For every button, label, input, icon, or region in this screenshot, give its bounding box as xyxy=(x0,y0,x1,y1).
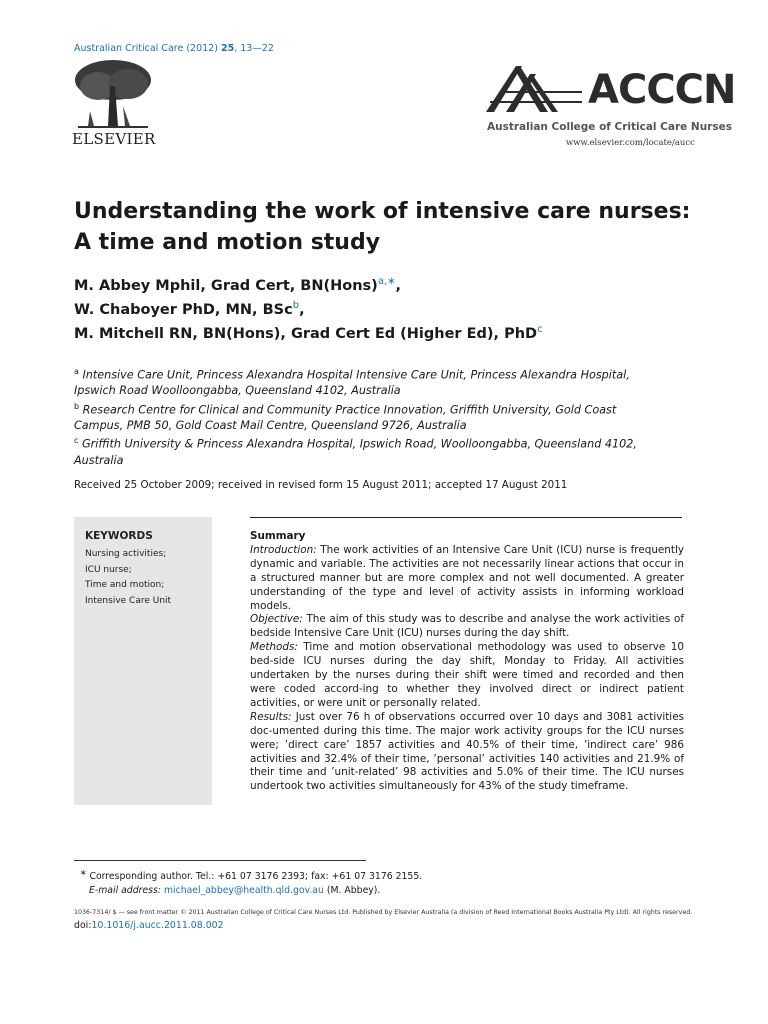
journal-volume: 25 xyxy=(220,43,235,54)
keyword-item: Intensive Care Unit xyxy=(85,595,172,606)
article-title: Understanding the work of intensive care nurses: A time and motion study xyxy=(74,199,691,255)
acccn-logo-icon xyxy=(486,64,586,114)
keyword-item: Nursing activities; xyxy=(85,549,167,559)
affiliation-link[interactable]: b xyxy=(292,299,300,311)
doi-link[interactable]: 10.1016/j.aucc.2011.08.002 xyxy=(91,920,224,931)
journal-pages: , 13—22 xyxy=(234,43,274,54)
keyword-item: Time and motion; xyxy=(85,580,165,590)
doi-line: doi:10.1016/j.aucc.2011.08.002 xyxy=(74,920,224,931)
affiliation-link[interactable]: c xyxy=(537,323,543,335)
affiliation-a: $^a$ Intensive Care Unit, Princess Alexandra Hospital Intensive Care Unit, Princess Alexandra Hospital, xyxy=(74,367,630,382)
received-dates: Received 25 October 2009; received in revised form 15 August 2011; accepted 17 August 2011 xyxy=(74,479,568,491)
affiliation-c-cont: Australia xyxy=(74,453,124,467)
copyright-line: 1036-7314/ $ — see front matter © 2011 Australian College of Critical Care Nurses Ltd. Published by Elsevier Australia (a division of Reed International Books Australia Pty Ltd). All rights reserved. xyxy=(74,909,693,916)
author-1: M. Abbey Mphil, Grad Cert, BN(Hons)$^{a,∗}$, xyxy=(74,276,402,294)
summary-results: Results: Just over 76 h of observations occurred over 10 days and 3081 activities doc-umented during this time. The major work activity groups for the ICU nurses were; ’direct care’ 1857 activities and 40.5% of their time, ’indirect care’ 986 activities and 32.4% of their time, ’personal’ activities 140 activities and 21.9% of their time and ’unit-related’ 98 activities and 5.0% of their time. The ICU nurses undertook two activities simultaneously for 43% of the study timeframe. xyxy=(250,710,685,793)
affiliation-c: $^c$ Griffith University & Princess Alexandra Hospital, Ipswich Road, Woolloongabba, Queensland 4102, xyxy=(74,436,637,452)
footnote-divider xyxy=(74,860,366,861)
affiliation-link[interactable]: a,∗ xyxy=(377,276,396,287)
acccn-wordmark: ACCCN xyxy=(588,67,736,113)
author-3: M. Mitchell RN, BN(Hons), Grad Cert Ed (Higher Ed), PhD$^c$ xyxy=(74,323,543,342)
corresponding-author-footnote: ∗ Corresponding author. Tel.: +61 07 3176 2393; fax: +61 07 3176 2155. E-mail address: michael_abbey@health.qld.gov.au (M. Abbey). xyxy=(80,868,423,896)
affiliation-b: $^b$ Research Centre for Clinical and Community Practice Innovation, Griffith University, Gold Coast xyxy=(74,401,617,417)
affiliations xyxy=(74,364,674,468)
summary-divider xyxy=(250,517,682,518)
publisher-name: ELSEVIER xyxy=(72,130,156,148)
journal-url[interactable]: www.elsevier.com/locate/aucc xyxy=(566,138,695,148)
journal-name: Australian Critical Care (2012) xyxy=(74,43,218,54)
affiliation-b-cont: Campus, PMB 50, Gold Coast Mail Centre, Queensland 9726, Australia xyxy=(74,418,467,432)
keywords-heading: KEYWORDS xyxy=(85,530,153,542)
author-list xyxy=(74,272,543,343)
summary-heading: Summary xyxy=(250,530,306,542)
email-link[interactable]: michael_abbey@health.qld.gov.au xyxy=(163,884,324,896)
keyword-item: ICU nurse; xyxy=(85,564,132,575)
journal-citation[interactable] xyxy=(74,43,274,54)
keywords-list xyxy=(85,547,171,609)
summary-introduction: Introduction: The work activities of an Intensive Care Unit (ICU) nurse is frequently dynamic and variable. The activities are not necessarily linear actions that occur in a structured manner but are more complex and not well documented. A greater understanding of the type and level of activity assists in informing workload models. xyxy=(250,543,684,612)
summary-methods: Methods: Time and motion observational methodology was used to observe 10 bed-side ICU nurses during the day shift, Monday to Friday. All activities undertaken by the nurses during their shift were timed and recorded and then were coded accord-ing to whether they involved direct or indirect patient activities, or were unit or personally related. xyxy=(250,641,684,709)
author-2: W. Chaboyer PhD, MN, BSc$^b$, xyxy=(74,299,305,318)
abstract-summary xyxy=(250,530,684,794)
affiliation-a-cont: Ipswich Road Woolloongabba, Queensland 4102, Australia xyxy=(74,384,401,398)
summary-objective: Objective: The aim of this study was to describe and analyse the work activities of bedside Intensive Care Unit (ICU) nurses during the day shift. xyxy=(250,613,685,640)
society-name: Australian College of Critical Care Nurses xyxy=(487,121,732,133)
